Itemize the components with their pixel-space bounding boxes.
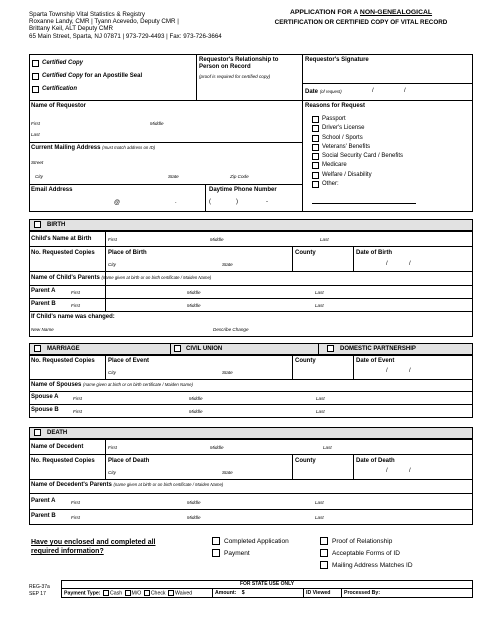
name-changed-label: If Child's name was changed:	[31, 314, 115, 320]
completed-application-label: Completed Application	[224, 538, 289, 545]
id-viewed-label: ID Viewed	[306, 590, 331, 596]
state-label: State	[222, 370, 233, 375]
decedent-parents-label: Name of Decedent's Parents (name given at birth or on birth certificate / Maiden Name)	[31, 482, 224, 488]
num-copies-label: No. Requested Copies	[31, 358, 95, 364]
date-slash: /	[386, 261, 388, 267]
date-of-event-label: Date of Event	[356, 358, 395, 364]
requestor-name-label: Name of Requestor	[31, 103, 87, 109]
street-label: Street	[31, 160, 44, 165]
email-at: @	[114, 200, 121, 206]
place-of-event-label: Place of Event	[108, 358, 150, 364]
completed-application-checkbox[interactable]	[212, 537, 220, 545]
amount-label: Amount: $	[215, 590, 245, 596]
middle-label: Middle	[210, 237, 224, 242]
date-slash: /	[409, 261, 411, 267]
last-label: Last	[316, 396, 325, 401]
checklist-question: Have you enclosed and completed all required information?	[31, 539, 156, 555]
spouse-a-label: Spouse A	[31, 394, 59, 400]
address-matches-checkbox[interactable]	[320, 561, 328, 569]
first-label: First	[71, 290, 80, 295]
last-label: Last	[315, 500, 324, 505]
place-of-birth-label: Place of Birth	[108, 250, 147, 256]
relationship-note: (proof is required for certified copy)	[199, 74, 271, 79]
relationship-label: Requestor's Relationship to Person on Record	[199, 57, 279, 70]
middle-label: Middle	[150, 121, 164, 126]
reason-checkbox[interactable]	[312, 135, 319, 142]
check-checkbox[interactable]	[144, 590, 150, 596]
new-name-label: New Name	[31, 327, 54, 332]
office-line: Sparta Township Vital Statistics & Registry	[29, 11, 146, 18]
office-line: Brittany Keil, ALT Deputy CMR	[29, 25, 114, 33]
death-checkbox[interactable]	[34, 429, 41, 436]
form-title	[250, 8, 472, 28]
first-label: First	[73, 409, 82, 414]
email-dot: .	[175, 199, 177, 205]
reason-checkbox[interactable]	[312, 172, 319, 179]
city-label: City	[108, 262, 116, 267]
middle-label: Middle	[189, 409, 203, 414]
state-label: State	[222, 470, 233, 475]
apostille-checkbox[interactable]	[32, 73, 39, 80]
domestic-partnership-title: DOMESTIC PARTNERSHIP	[340, 346, 416, 352]
num-copies-label: No. Requested Copies	[31, 250, 95, 256]
middle-label: Middle	[187, 303, 201, 308]
middle-label: Middle	[189, 396, 203, 401]
parents-label: Name of Child's Parents (name given at birth or on birth certificate / Maiden Name)	[31, 275, 212, 281]
describe-change-label: Describe Change	[213, 327, 249, 332]
title-underlined: NON-GENEALOGICAL	[359, 9, 433, 16]
form-date: SEP 17	[29, 591, 46, 597]
reason-checkbox[interactable]	[312, 162, 319, 169]
marriage-title: MARRIAGE	[47, 346, 80, 352]
date-slash: /	[409, 368, 411, 374]
parent-b-label: Parent B	[31, 513, 56, 519]
last-label: Last	[316, 409, 325, 414]
num-copies-label: No. Requested Copies	[31, 458, 95, 464]
first-label: First	[73, 396, 82, 401]
county-label: County	[295, 458, 316, 464]
state-use-label: FOR STATE USE ONLY	[239, 581, 295, 587]
signature-label: Requestor's Signature	[305, 57, 369, 63]
last-label: Last	[323, 445, 332, 450]
reason-checkbox[interactable]	[312, 125, 319, 132]
phone-open: (	[209, 199, 211, 205]
domestic-partnership-checkbox[interactable]	[327, 345, 334, 352]
payment-label: Payment	[224, 550, 250, 557]
birth-header	[29, 219, 473, 231]
processed-by-label: Processed By:	[344, 590, 381, 596]
first-label: First	[71, 515, 80, 520]
address-matches-label: Mailing Address Matches ID	[332, 562, 413, 569]
other-reason-line[interactable]	[312, 203, 416, 204]
phone-dash: -	[266, 199, 268, 205]
certification-label: Certification	[42, 86, 78, 92]
parent-a-label: Parent A	[31, 288, 56, 294]
proof-relationship-checkbox[interactable]	[320, 537, 328, 545]
last-label: Last	[315, 303, 324, 308]
city-label: City	[35, 174, 43, 179]
certified-copy-label: Certified Copy	[42, 60, 84, 66]
date-slash: /	[404, 88, 406, 94]
civil-union-title: CIVIL UNION	[186, 346, 223, 352]
acceptable-id-label: Acceptable Forms of ID	[332, 550, 400, 557]
reason-checkbox[interactable]	[312, 181, 319, 188]
marriage-checkbox[interactable]	[34, 345, 41, 352]
certified-copy-checkbox[interactable]	[32, 60, 39, 67]
waived-checkbox[interactable]	[168, 590, 174, 596]
parent-b-label: Parent B	[31, 301, 56, 307]
certification-checkbox[interactable]	[32, 86, 39, 93]
form-number: REG-37a	[29, 584, 50, 590]
date-slash: /	[386, 468, 388, 474]
date-of-birth-label: Date of Birth	[356, 250, 392, 256]
last-label: Last	[315, 290, 324, 295]
middle-label: Middle	[187, 500, 201, 505]
first-label: First	[108, 237, 117, 242]
first-label: First	[108, 445, 117, 450]
date-slash: /	[409, 468, 411, 474]
date-of-death-label: Date of Death	[356, 458, 395, 464]
county-label: County	[295, 250, 316, 256]
office-line: Roxanne Landy, CMR | Tyann Acevedo, Deputy CMR |	[29, 18, 179, 26]
acceptable-id-checkbox[interactable]	[320, 549, 328, 557]
birth-title: BIRTH	[47, 222, 66, 228]
zip-label: Zip Code	[230, 174, 249, 179]
death-header	[29, 427, 473, 439]
decedent-name-label: Name of Decedent	[31, 444, 84, 450]
first-label: First	[71, 500, 80, 505]
payment-type-row: Payment Type: Cash M/O Check Waived	[64, 590, 193, 597]
reason-checkbox[interactable]	[312, 144, 319, 151]
spouse-b-label: Spouse B	[31, 407, 59, 413]
middle-label: Middle	[187, 290, 201, 295]
apostille-label: Certified Copy for an Apostille Seal	[42, 73, 143, 79]
date-slash: /	[372, 88, 374, 94]
first-label: First	[71, 303, 80, 308]
place-of-death-label: Place of Death	[108, 458, 150, 464]
reason-checkbox[interactable]	[312, 116, 319, 123]
county-label: County	[295, 358, 316, 364]
reasons-label: Reasons for Request	[305, 103, 366, 109]
date-label: Date (of request)	[305, 89, 342, 95]
middle-label: Middle	[187, 515, 201, 520]
office-line: 65 Main Street, Sparta, NJ 07871 | 973-729-4493 | Fax: 973-726-3664	[29, 32, 222, 40]
phone-label: Daytime Phone Number	[209, 187, 277, 193]
parent-a-label: Parent A	[31, 498, 56, 504]
cash-checkbox[interactable]	[103, 590, 109, 596]
mailing-address-label: Current Mailing Address (must match address on ID)	[31, 145, 156, 151]
childs-name-label: Child's Name at Birth	[31, 236, 92, 242]
state-label: State	[168, 174, 179, 179]
date-slash: /	[386, 368, 388, 374]
birth-checkbox[interactable]	[34, 221, 41, 228]
payment-checkbox[interactable]	[212, 549, 220, 557]
office-info	[29, 11, 222, 40]
civil-union-checkbox[interactable]	[174, 345, 181, 352]
middle-label: Middle	[210, 445, 224, 450]
mo-checkbox[interactable]	[125, 590, 131, 596]
city-label: City	[108, 470, 116, 475]
phone-close: )	[236, 199, 238, 205]
title-prefix: APPLICATION FOR A	[289, 9, 360, 16]
first-label: First	[31, 121, 40, 126]
email-label: Email Address	[31, 187, 73, 193]
reason-checkbox[interactable]	[312, 153, 319, 160]
city-label: City	[108, 370, 116, 375]
last-label: Last	[31, 132, 40, 137]
last-label: Last	[320, 237, 329, 242]
spouses-label: Name of Spouses (name given at birth or on birth certificate / Maiden Name)	[31, 382, 193, 388]
state-label: State	[222, 262, 233, 267]
title-line2: CERTIFICATION OR CERTIFIED COPY OF VITAL RECORD	[274, 19, 448, 26]
proof-relationship-label: Proof of Relationship	[332, 538, 393, 545]
last-label: Last	[315, 515, 324, 520]
death-title: DEATH	[47, 430, 68, 436]
